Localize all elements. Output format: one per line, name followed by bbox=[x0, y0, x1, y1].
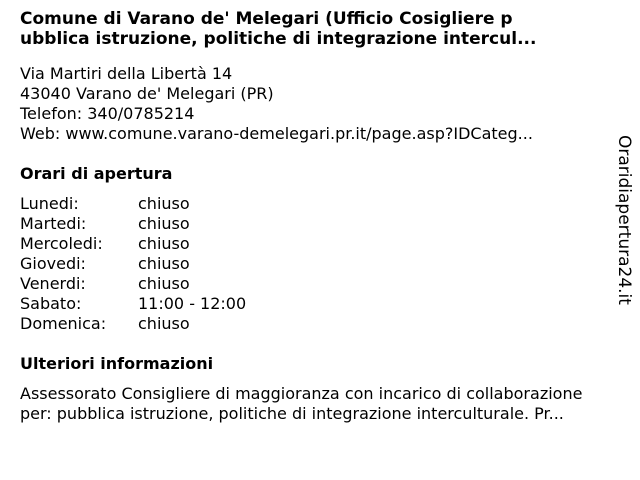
day-label: Domenica: bbox=[20, 314, 107, 333]
day-label: Martedi: bbox=[20, 214, 87, 233]
street-address: Via Martiri della Libertà 14 bbox=[20, 64, 233, 83]
day-label: Venerdi: bbox=[20, 274, 86, 293]
site-watermark: Oraridiapertura24.it bbox=[614, 135, 634, 305]
day-hours: chiuso bbox=[138, 314, 190, 333]
more-info-line-2: per: pubblica istruzione, politiche di integrazione interculturale. Pr... bbox=[20, 404, 564, 423]
day-hours: chiuso bbox=[138, 234, 190, 253]
day-hours: chiuso bbox=[138, 214, 190, 233]
more-info-heading: Ulteriori informazioni bbox=[20, 354, 214, 373]
day-label: Lunedi: bbox=[20, 194, 79, 213]
page-title-line-2: ubblica istruzione, politiche di integrazione intercul... bbox=[20, 29, 537, 49]
more-info-text bbox=[20, 384, 620, 424]
day-hours: 11:00 - 12:00 bbox=[138, 294, 247, 313]
day-hours: chiuso bbox=[138, 254, 190, 273]
address-block bbox=[20, 64, 533, 144]
day-label: Sabato: bbox=[20, 294, 82, 313]
day-label: Mercoledi: bbox=[20, 234, 103, 253]
phone-number: Telefon: 340/0785214 bbox=[20, 104, 195, 123]
day-hours: chiuso bbox=[138, 194, 190, 213]
opening-hours-heading: Orari di apertura bbox=[20, 164, 173, 183]
website-link[interactable]: Web: www.comune.varano-demelegari.pr.it/page.asp?IDCateg... bbox=[20, 124, 533, 143]
page-title-line-1: Comune di Varano de' Melegari (Ufficio Cosigliere p bbox=[20, 9, 513, 29]
city-address: 43040 Varano de' Melegari (PR) bbox=[20, 84, 274, 103]
more-info-line-1: Assessorato Consigliere di maggioranza con incarico di collaborazione bbox=[20, 384, 583, 403]
page-title bbox=[20, 9, 620, 49]
day-hours: chiuso bbox=[138, 274, 190, 293]
day-label: Giovedi: bbox=[20, 254, 86, 273]
